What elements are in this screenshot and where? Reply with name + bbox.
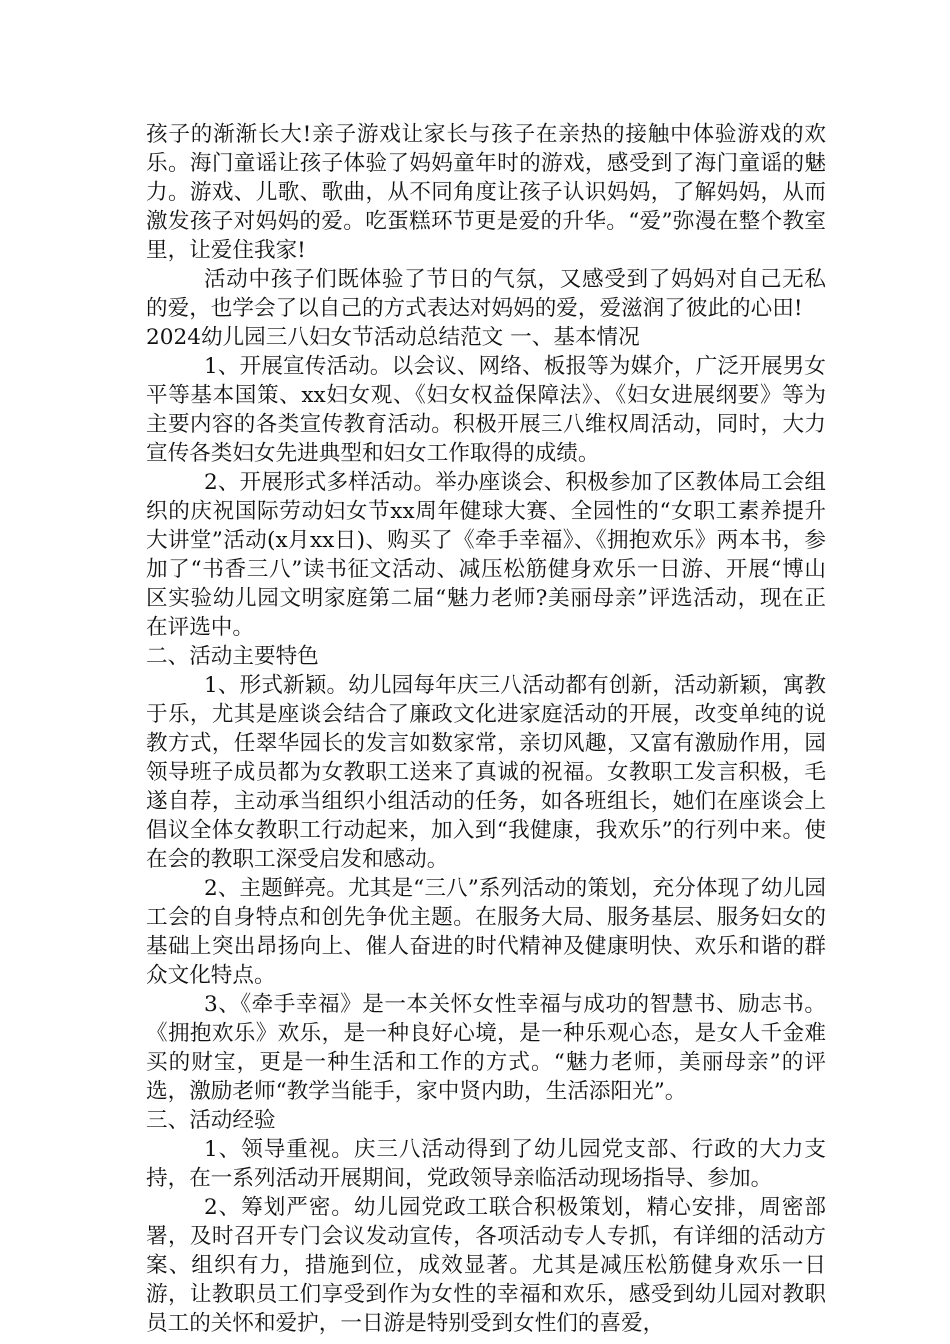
paragraph-books: 3、《牵手幸福》是一本关怀女性幸福与成功的智慧书、励志书。《拥抱欢乐》欢乐，是一种良好心境，是一种乐观心态，是女人千金难买的财宝，更是一种生活和工作的方式。“魅力老师，美丽母亲”的评选，激励老师“教学当能手，家中贤内助，生活添阳光”。 bbox=[146, 992, 826, 1104]
paragraph-diverse-activities: 2、开展形式多样活动。举办座谈会、积极参加了区教体局工会组织的庆祝国际劳动妇女节xx周年健球大赛、全园性的“女职工素养提升大讲堂”活动(x月xx日)、购买了《牵手幸福》、《拥抱欢乐》两本书，参加了“书香三八”读书征文活动、减压松筋健身欢乐一日游、开展“博山区实验幼儿园文明家庭第二届“魅力老师?美丽母亲”评选活动，现在正在评选中。 bbox=[146, 470, 826, 640]
paragraph-intro-continued: 孩子的渐渐长大!亲子游戏让家长与孩子在亲热的接触中体验游戏的欢乐。海门童谣让孩子体验了妈妈童年时的游戏，感受到了海门童谣的魅力。游戏、儿歌、歌曲，从不同角度让孩子认识妈妈，了解妈妈，从而激发孩子对妈妈的爱。吃蛋糕环节更是爱的升华。“爱”弥漫在整个教室里，让爱住我家! bbox=[146, 122, 826, 263]
paragraph-bright-theme: 2、主题鲜亮。尤其是“三八”系列活动的策划，充分体现了幼儿园工会的自身特点和创先争优主题。在服务大局、服务基层、服务妇女的基础上突出昂扬向上、催人奋进的时代精神及健康明快、欢乐和谐的群众文化特点。 bbox=[146, 876, 826, 988]
paragraph-novel-form: 1、形式新颖。幼儿园每年庆三八活动都有创新，活动新颖，寓教于乐，尤其是座谈会结合了廉政文化进家庭活动的开展，改变单纯的说教方式，任翠华园长的发言如数家常，亲切风趣，又富有激励作用，园领导班子成员都为女教职工送来了真诚的祝福。女教职工发言积极，毛遂自荐，主动承当组织小组活动的任务，如各班组长，她们在座谈会上倡议全体女教职工行动起来，加入到“我健康，我欢乐”的行列中来。使在会的教职工深受启发和感动。 bbox=[146, 673, 826, 872]
paragraph-planning: 2、筹划严密。幼儿园党政工联合积极策划，精心安排，周密部署，及时召开专门会议发动宣传，各项活动专人专抓，有详细的活动方案、组织有力，措施到位，成效显著。尤其是减压松筋健身欢乐一日游，让教职员工们享受到作为女性的幸福和欢乐，感受到幼儿园对教职员工的关怀和爱护，一日游是特别受到女性们的喜爱， bbox=[146, 1195, 826, 1336]
heading-main-features: 二、活动主要特色 bbox=[146, 644, 319, 669]
heading-experience: 三、活动经验 bbox=[146, 1108, 276, 1133]
paragraph-publicity: 1、开展宣传活动。以会议、网络、板报等为媒介，广泛开展男女平等基本国策、xx妇女观、《妇女权益保障法》、《妇女进展纲要》等为主要内容的各类宣传教育活动。积极开展三八维权周活动，同时，大力宣传各类妇女先进典型和妇女工作取得的成绩。 bbox=[146, 354, 826, 466]
section-title-summary: 2024幼儿园三八妇女节活动总结范文 一、基本情况 bbox=[146, 325, 640, 350]
paragraph-leadership: 1、领导重视。庆三八活动得到了幼儿园党支部、行政的大力支持，在一系列活动开展期间，党政领导亲临活动现场指导、参加。 bbox=[146, 1137, 826, 1191]
document-page bbox=[146, 120, 826, 1338]
paragraph-activity-reflection: 活动中孩子们既体验了节日的气氛，又感受到了妈妈对自己无私的爱，也学会了以自己的方式表达对妈妈的爱，爱滋润了彼此的心田! bbox=[146, 267, 826, 321]
